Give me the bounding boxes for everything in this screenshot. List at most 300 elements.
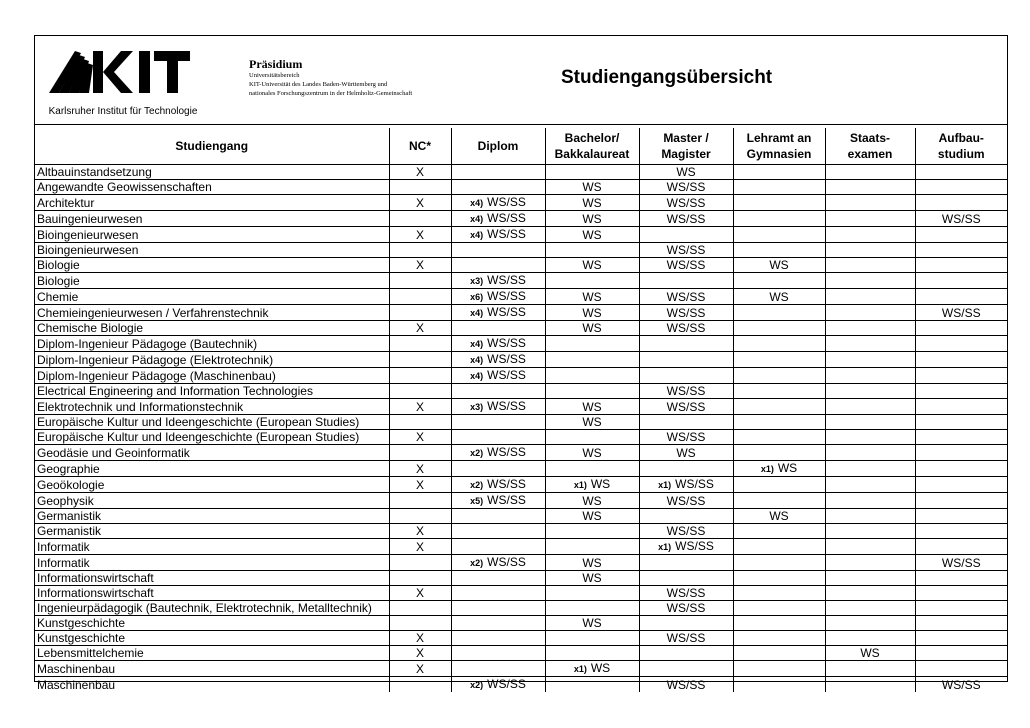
column-header-label: Bakkalaureat: [554, 147, 630, 161]
cell-master: WS/SS: [639, 399, 733, 415]
cell-diplom: [451, 601, 545, 616]
cell-value: WS: [590, 661, 611, 675]
cell-diplom: [451, 445, 545, 461]
cell-diplom: [451, 555, 545, 571]
cell-staatsexamen: [825, 461, 915, 477]
cell-nc: [389, 493, 451, 509]
cell-program-name: Elektrotechnik und Informationstechnik: [35, 399, 389, 415]
cell-bachelor: WS: [545, 258, 639, 273]
cell-lehramt: [733, 555, 825, 571]
cell-program-name: Germanistik: [35, 509, 389, 524]
cell-staatsexamen: [825, 321, 915, 336]
column-header-program-name: [35, 128, 389, 165]
cell-diplom: [451, 195, 545, 211]
cell-nc: X: [389, 631, 451, 646]
cell-staatsexamen: [825, 631, 915, 646]
cell-diplom: [451, 289, 545, 305]
cell-aufbaustudium: [915, 227, 1007, 243]
cell-value: WS/SS: [487, 195, 526, 209]
cell-staatsexamen: [825, 305, 915, 321]
cell-master: [639, 273, 733, 289]
cell-program-name: Geodäsie und Geoinformatik: [35, 445, 389, 461]
cell-program-name: Diplom-Ingenieur Pädagoge (Elektrotechnik): [35, 352, 389, 368]
column-header-lehramt: [733, 128, 825, 165]
table-row: [35, 305, 1007, 321]
footnote-marker: x1): [658, 542, 672, 552]
cell-program-name: Geoökologie: [35, 477, 389, 493]
footnote-marker: x2): [470, 680, 484, 690]
cell-staatsexamen: [825, 524, 915, 539]
cell-master: [639, 461, 733, 477]
cell-staatsexamen: [825, 601, 915, 616]
cell-lehramt: [733, 601, 825, 616]
cell-program-name: Bioingenieurwesen: [35, 243, 389, 258]
table-row: [35, 336, 1007, 352]
cell-bachelor: [545, 586, 639, 601]
cell-staatsexamen: [825, 243, 915, 258]
cell-bachelor: [545, 461, 639, 477]
footnote-marker: x2): [470, 480, 484, 490]
cell-master: WS/SS: [639, 195, 733, 211]
cell-staatsexamen: [825, 477, 915, 493]
cell-diplom: [451, 305, 545, 321]
table-row: [35, 195, 1007, 211]
cell-master: [639, 539, 733, 555]
column-header-label: Studiengang: [175, 139, 249, 153]
cell-value: WS/SS: [487, 305, 526, 319]
cell-master: [639, 352, 733, 368]
cell-value: WS/SS: [487, 445, 526, 459]
cell-diplom: [451, 336, 545, 352]
cell-diplom: [451, 524, 545, 539]
footnote-marker: x4): [470, 355, 484, 365]
column-header-nc: [389, 128, 451, 165]
cell-nc: [389, 243, 451, 258]
cell-aufbaustudium: [915, 461, 1007, 477]
table-row: [35, 616, 1007, 631]
cell-lehramt: [733, 493, 825, 509]
footnote-marker: x1): [573, 480, 587, 490]
cell-diplom: [451, 661, 545, 677]
cell-program-name: Kunstgeschichte: [35, 616, 389, 631]
cell-lehramt: [733, 631, 825, 646]
cell-aufbaustudium: [915, 430, 1007, 445]
table-header: [35, 128, 1007, 165]
cell-master: WS: [639, 165, 733, 180]
cell-staatsexamen: [825, 586, 915, 601]
cell-lehramt: [733, 384, 825, 399]
column-header-label: Lehramt an: [746, 131, 812, 145]
cell-bachelor: WS: [545, 399, 639, 415]
cell-nc: [389, 305, 451, 321]
cell-diplom: [451, 399, 545, 415]
column-header-staatsexamen: [825, 128, 915, 165]
table-row: [35, 631, 1007, 646]
cell-nc: X: [389, 477, 451, 493]
cell-lehramt: [733, 211, 825, 227]
cell-nc: [389, 555, 451, 571]
table-row: [35, 243, 1007, 258]
table-row: [35, 227, 1007, 243]
cell-bachelor: WS: [545, 227, 639, 243]
column-header-aufbaustudium: [915, 128, 1007, 165]
table-row: [35, 677, 1007, 693]
cell-diplom: [451, 677, 545, 693]
table-row: [35, 509, 1007, 524]
cell-lehramt: [733, 477, 825, 493]
cell-aufbaustudium: [915, 258, 1007, 273]
footnote-marker: x2): [470, 558, 484, 568]
cell-program-name: Kunstgeschichte: [35, 631, 389, 646]
cell-bachelor: WS: [545, 571, 639, 586]
cell-aufbaustudium: WS/SS: [915, 211, 1007, 227]
cell-nc: X: [389, 258, 451, 273]
cell-staatsexamen: [825, 445, 915, 461]
cell-nc: [389, 415, 451, 430]
cell-aufbaustudium: [915, 477, 1007, 493]
cell-lehramt: [733, 661, 825, 677]
cell-aufbaustudium: [915, 384, 1007, 399]
cell-aufbaustudium: [915, 243, 1007, 258]
cell-master: WS/SS: [639, 384, 733, 399]
cell-diplom: [451, 321, 545, 336]
cell-program-name: Biologie: [35, 258, 389, 273]
cell-diplom: [451, 430, 545, 445]
cell-program-name: Europäische Kultur und Ideengeschichte (European Studies): [35, 430, 389, 445]
cell-aufbaustudium: [915, 571, 1007, 586]
cell-value: WS: [777, 461, 798, 475]
cell-diplom: [451, 631, 545, 646]
cell-staatsexamen: WS: [825, 646, 915, 661]
table-row: [35, 430, 1007, 445]
cell-nc: [389, 273, 451, 289]
cell-diplom: [451, 368, 545, 384]
cell-bachelor: [545, 368, 639, 384]
column-header-label: examen: [847, 147, 893, 161]
cell-aufbaustudium: [915, 509, 1007, 524]
column-header-label: Bachelor/: [564, 131, 620, 145]
cell-nc: [389, 368, 451, 384]
cell-nc: [389, 352, 451, 368]
cell-lehramt: [733, 616, 825, 631]
table-row: [35, 352, 1007, 368]
cell-nc: X: [389, 227, 451, 243]
cell-master: [639, 368, 733, 384]
cell-diplom: [451, 415, 545, 430]
footnote-marker: x4): [470, 198, 484, 208]
footnote-marker: x3): [470, 402, 484, 412]
cell-lehramt: [733, 646, 825, 661]
cell-bachelor: [545, 524, 639, 539]
cell-aufbaustudium: [915, 165, 1007, 180]
cell-staatsexamen: [825, 493, 915, 509]
cell-aufbaustudium: [915, 601, 1007, 616]
cell-master: WS/SS: [639, 211, 733, 227]
cell-program-name: Electrical Engineering and Information Technologies: [35, 384, 389, 399]
kit-logo-subtitle: Karlsruher Institut für Technologie: [48, 106, 198, 117]
cell-master: WS/SS: [639, 289, 733, 305]
table-row: [35, 415, 1007, 430]
cell-master: WS/SS: [639, 258, 733, 273]
table-row: [35, 477, 1007, 493]
cell-bachelor: [545, 243, 639, 258]
cell-nc: X: [389, 430, 451, 445]
cell-diplom: [451, 258, 545, 273]
cell-master: WS/SS: [639, 321, 733, 336]
footnote-marker: x5): [470, 496, 484, 506]
presidium-line: Universitätsbereich: [249, 72, 300, 79]
cell-value: WS/SS: [487, 227, 526, 241]
cell-aufbaustudium: [915, 616, 1007, 631]
cell-lehramt: [733, 415, 825, 430]
cell-lehramt: [733, 524, 825, 539]
column-header-label: Master /: [663, 131, 709, 145]
document-title: Studiengangsübersicht: [561, 67, 773, 88]
table-row: [35, 211, 1007, 227]
column-header-label: NC*: [408, 139, 431, 153]
cell-aufbaustudium: [915, 368, 1007, 384]
cell-staatsexamen: [825, 399, 915, 415]
cell-aufbaustudium: [915, 539, 1007, 555]
footnote-marker: x1): [760, 464, 774, 474]
cell-lehramt: [733, 445, 825, 461]
footnote-marker: x4): [470, 230, 484, 240]
cell-program-name: Informationswirtschaft: [35, 586, 389, 601]
cell-nc: X: [389, 661, 451, 677]
cell-master: WS/SS: [639, 677, 733, 693]
cell-staatsexamen: [825, 180, 915, 195]
cell-staatsexamen: [825, 677, 915, 693]
cell-bachelor: WS: [545, 180, 639, 195]
cell-lehramt: [733, 227, 825, 243]
cell-program-name: Chemische Biologie: [35, 321, 389, 336]
cell-bachelor: [545, 601, 639, 616]
cell-aufbaustudium: [915, 493, 1007, 509]
cell-program-name: Geophysik: [35, 493, 389, 509]
cell-nc: [389, 601, 451, 616]
column-header-master: [639, 128, 733, 165]
cell-master: WS/SS: [639, 524, 733, 539]
cell-diplom: [451, 243, 545, 258]
footnote-marker: x4): [470, 308, 484, 318]
cell-program-name: Maschinenbau: [35, 661, 389, 677]
table-row: [35, 661, 1007, 677]
cell-master: [639, 509, 733, 524]
cell-value: WS/SS: [487, 211, 526, 225]
cell-bachelor: WS: [545, 493, 639, 509]
cell-nc: [389, 180, 451, 195]
cell-value: WS/SS: [487, 352, 526, 366]
cell-bachelor: [545, 352, 639, 368]
cell-value: WS/SS: [487, 399, 526, 413]
cell-lehramt: WS: [733, 258, 825, 273]
table-row: [35, 289, 1007, 305]
cell-diplom: [451, 227, 545, 243]
cell-bachelor: WS: [545, 321, 639, 336]
cell-staatsexamen: [825, 195, 915, 211]
table-row: [35, 571, 1007, 586]
cell-lehramt: [733, 243, 825, 258]
cell-aufbaustudium: WS/SS: [915, 555, 1007, 571]
cell-diplom: [451, 211, 545, 227]
cell-program-name: Diplom-Ingenieur Pädagoge (Bautechnik): [35, 336, 389, 352]
table-row: [35, 399, 1007, 415]
footnote-marker: x4): [470, 214, 484, 224]
cell-nc: X: [389, 321, 451, 336]
cell-value: WS/SS: [487, 477, 526, 491]
cell-diplom: [451, 384, 545, 399]
cell-bachelor: [545, 646, 639, 661]
cell-lehramt: [733, 352, 825, 368]
document-header: [35, 36, 1007, 125]
cell-lehramt: [733, 461, 825, 477]
column-header-label: Gymnasien: [746, 147, 812, 161]
cell-nc: [389, 509, 451, 524]
cell-staatsexamen: [825, 273, 915, 289]
cell-master: WS/SS: [639, 430, 733, 445]
cell-diplom: [451, 477, 545, 493]
cell-nc: [389, 211, 451, 227]
table-row: [35, 384, 1007, 399]
cell-lehramt: [733, 336, 825, 352]
cell-staatsexamen: [825, 289, 915, 305]
table-body: [35, 165, 1007, 693]
cell-staatsexamen: [825, 509, 915, 524]
cell-bachelor: [545, 661, 639, 677]
cell-nc: X: [389, 195, 451, 211]
cell-nc: X: [389, 586, 451, 601]
cell-program-name: Biologie: [35, 273, 389, 289]
cell-master: [639, 661, 733, 677]
cell-lehramt: [733, 586, 825, 601]
cell-aufbaustudium: [915, 289, 1007, 305]
cell-master: [639, 336, 733, 352]
cell-lehramt: [733, 321, 825, 336]
cell-lehramt: [733, 180, 825, 195]
cell-nc: [389, 571, 451, 586]
presidium-line: nationales Forschungszentrum in der Helmholtz-Gemeinschaft: [249, 90, 413, 97]
column-header-label: Magister: [661, 147, 711, 161]
cell-nc: X: [389, 399, 451, 415]
cell-program-name: Diplom-Ingenieur Pädagoge (Maschinenbau): [35, 368, 389, 384]
cell-lehramt: [733, 305, 825, 321]
cell-lehramt: [733, 165, 825, 180]
table-row: [35, 321, 1007, 336]
cell-lehramt: [733, 571, 825, 586]
cell-bachelor: [545, 631, 639, 646]
cell-aufbaustudium: [915, 646, 1007, 661]
cell-staatsexamen: [825, 368, 915, 384]
cell-master: WS/SS: [639, 586, 733, 601]
cell-staatsexamen: [825, 227, 915, 243]
table-row: [35, 368, 1007, 384]
table-row: [35, 586, 1007, 601]
cell-staatsexamen: [825, 571, 915, 586]
cell-diplom: [451, 616, 545, 631]
cell-nc: [389, 616, 451, 631]
cell-master: WS/SS: [639, 601, 733, 616]
cell-master: [639, 227, 733, 243]
cell-value: WS/SS: [487, 493, 526, 507]
table-row: [35, 258, 1007, 273]
cell-aufbaustudium: [915, 336, 1007, 352]
cell-master: WS/SS: [639, 180, 733, 195]
cell-nc: X: [389, 539, 451, 555]
cell-diplom: [451, 180, 545, 195]
cell-program-name: Bioingenieurwesen: [35, 227, 389, 243]
cell-program-name: Altbauinstandsetzung: [35, 165, 389, 180]
cell-staatsexamen: [825, 165, 915, 180]
cell-staatsexamen: [825, 384, 915, 399]
cell-aufbaustudium: [915, 180, 1007, 195]
cell-master: WS/SS: [639, 305, 733, 321]
cell-lehramt: WS: [733, 509, 825, 524]
cell-staatsexamen: [825, 616, 915, 631]
cell-program-name: Bauingenieurwesen: [35, 211, 389, 227]
cell-program-name: Lebensmittelchemie: [35, 646, 389, 661]
cell-aufbaustudium: WS/SS: [915, 677, 1007, 693]
cell-value: WS/SS: [487, 289, 526, 303]
cell-staatsexamen: [825, 555, 915, 571]
cell-master: [639, 616, 733, 631]
cell-value: WS/SS: [487, 555, 526, 569]
cell-program-name: Maschinenbau: [37, 677, 116, 692]
cell-diplom: [451, 646, 545, 661]
cell-staatsexamen: [825, 211, 915, 227]
cell-aufbaustudium: [915, 273, 1007, 289]
cell-aufbaustudium: [915, 415, 1007, 430]
cell-lehramt: [733, 368, 825, 384]
cell-bachelor: [545, 677, 639, 693]
table-row: [35, 646, 1007, 661]
table-row: [35, 524, 1007, 539]
cell-nc: X: [389, 165, 451, 180]
cell-staatsexamen: [825, 415, 915, 430]
cell-diplom: [451, 586, 545, 601]
cell-program-name: Europäische Kultur und Ideengeschichte (European Studies): [35, 415, 389, 430]
cell-nc: [389, 289, 451, 305]
cell-lehramt: [733, 399, 825, 415]
cell-value: WS/SS: [487, 273, 526, 287]
footnote-marker: x1): [658, 480, 672, 490]
table-row: [35, 601, 1007, 616]
cell-lehramt: [733, 195, 825, 211]
cell-bachelor: [545, 477, 639, 493]
presidium-block: [249, 58, 412, 98]
cell-program-name: Ingenieurpädagogik (Bautechnik, Elektrotechnik, Metalltechnik): [35, 601, 389, 616]
cell-master: [639, 646, 733, 661]
cell-program-name: Architektur: [35, 195, 389, 211]
column-header-diplom: [451, 128, 545, 165]
cell-nc: X: [389, 461, 451, 477]
cell-staatsexamen: [825, 661, 915, 677]
cell-nc: [389, 445, 451, 461]
cell-master: WS/SS: [639, 493, 733, 509]
cell-nc: [389, 677, 451, 693]
document-page: [34, 35, 1008, 692]
header-row: [35, 128, 1007, 165]
cell-aufbaustudium: [915, 661, 1007, 677]
cell-bachelor: [545, 273, 639, 289]
cell-master: [639, 571, 733, 586]
cell-value: WS/SS: [675, 539, 714, 553]
cell-program-name: Chemie: [35, 289, 389, 305]
cell-nc: X: [389, 646, 451, 661]
cell-value: WS/SS: [487, 336, 526, 350]
cell-bachelor: [545, 384, 639, 399]
cell-diplom: [451, 273, 545, 289]
table-row: [35, 493, 1007, 509]
